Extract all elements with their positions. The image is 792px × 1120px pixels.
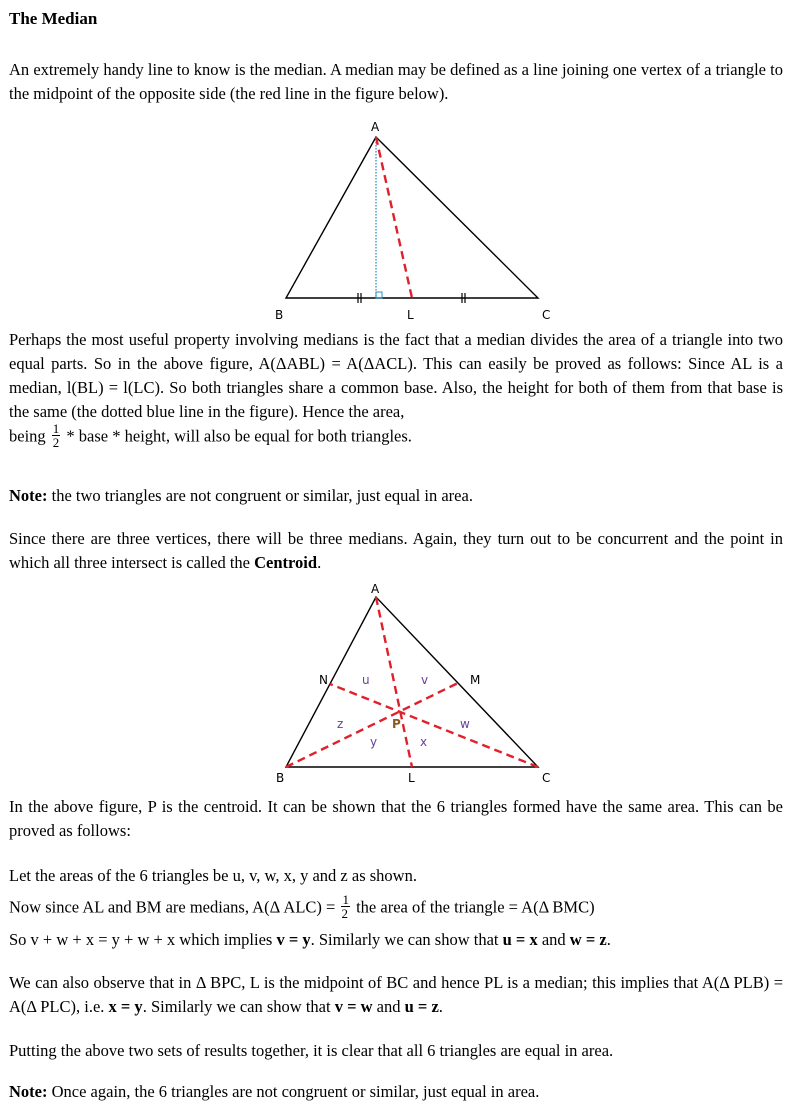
label-m: M (470, 673, 481, 687)
intro-paragraph: An extremely handy line to know is the median. A median may be defined as a line joining one vertex of a triangle to the midpoint of the opposite side (the red line in the figure below). (9, 60, 783, 103)
property-being: being (9, 426, 46, 446)
label-b-2: B (276, 771, 285, 785)
median-al-2 (376, 597, 412, 767)
fraction-half-2: $\frac{1}{2}$ (341, 892, 349, 921)
note-1: Note: the two triangles are not congruent or similar, just equal in area. (9, 486, 473, 505)
centroid-term: Centroid (254, 553, 318, 572)
median-cn (330, 684, 538, 767)
note-2: Note: Once again, the 6 triangles are not congruent or similar, just equal in area. (9, 1082, 540, 1101)
let-areas: Let the areas of the 6 triangles be u, v, w, x, y and z as shown. (9, 866, 417, 885)
area-u: u (362, 673, 370, 687)
label-a-2: A (371, 582, 380, 596)
centroid-figure (270, 580, 560, 790)
property-after: * base * height, will also be equal for both triangles. (66, 426, 412, 446)
area-v: v (421, 673, 429, 687)
triangle-abc (286, 137, 538, 298)
label-p: P (392, 717, 401, 731)
fraction-half: $\frac{1}{2}$ (52, 421, 60, 450)
note-label-2: Note: (9, 1082, 48, 1101)
median-al (376, 137, 412, 298)
property-paragraph (9, 328, 783, 451)
so-line: So v + w + x = y + w + x which implies v = y. Similarly we can show that u = x and w = z. (9, 930, 611, 949)
median-bm (286, 683, 458, 767)
now-since-line: Now since AL and BM are medians, A(Δ ALC) = $\frac{1}{2}$ the area of the triangle = A(Δ BMC) (9, 892, 595, 921)
centroid-intro: Since there are three vertices, there will be three medians. Again, they turn out to be concurrent and the point in which all three intersect is called the Centroid. (9, 529, 783, 572)
centroid-paragraph: In the above figure, P is the centroid. It can be shown that the 6 triangles formed have the same area. This can be proved as follows: (9, 797, 783, 840)
note-label: Note: (9, 486, 48, 505)
label-n: N (319, 673, 328, 687)
label-c: C (542, 308, 551, 322)
property-text: Perhaps the most useful property involving medians is the fact that a median divides the area of a triangle into two equal parts. So in the above figure, A(ΔABL) = A(ΔACL). This can easily be proved as follows: Since AL is a median, l(BL) = l(LC). So both triangles share a common base. Also, the height for both of them from that base is the same (the dotted blue line in the figure). Hence the area, (9, 330, 783, 421)
page-title: The Median (9, 9, 98, 28)
putting-paragraph: Putting the above two sets of results together, it is clear that all 6 triangles are equal in area. (9, 1041, 614, 1060)
label-l-2: L (408, 771, 415, 785)
area-y: y (370, 735, 378, 749)
area-w: w (460, 717, 470, 731)
area-x: x (420, 735, 428, 749)
label-a: A (371, 120, 380, 134)
median-figure (270, 115, 560, 325)
right-angle-marker (376, 292, 382, 298)
area-z: z (337, 717, 344, 731)
label-l: L (407, 308, 414, 322)
label-b: B (275, 308, 284, 322)
label-c-2: C (542, 771, 551, 785)
observe-paragraph: We can also observe that in Δ BPC, L is the midpoint of BC and hence PL is a median; this implies that A(Δ PLB) = A(Δ PLC), i.e. x = y. Similarly we can show that v = w and u = z. (9, 973, 783, 1016)
